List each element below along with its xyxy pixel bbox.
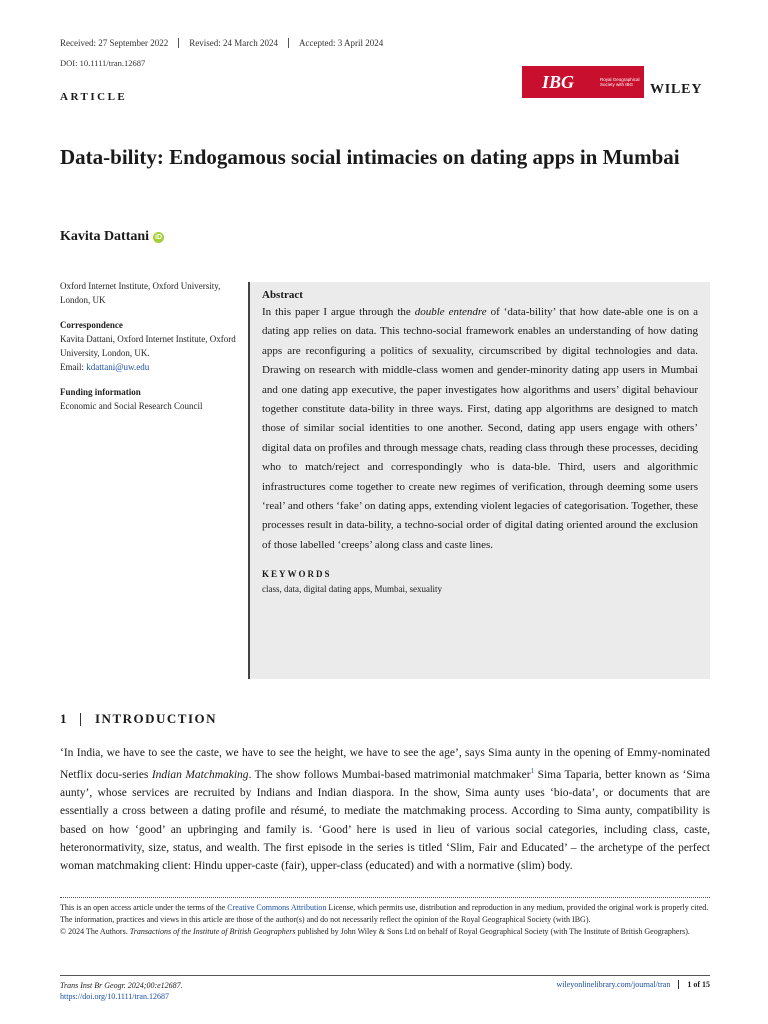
keywords-list: class, data, digital dating apps, Mumbai, sexuality [262,584,442,595]
journal-site-link[interactable]: wileyonlinelibrary.com/journal/tran [556,980,679,989]
correspondence-address: Kavita Dattani, Oxford Internet Institute, Oxford University, London, UK. [60,334,236,358]
footnote-divider [60,897,710,898]
show-title: Indian Matchmaking [151,769,249,782]
footer-divider [60,975,710,976]
email-line [60,360,240,374]
abstract-heading: Abstract [262,289,303,301]
accepted-date: Accepted: 3 April 2024 [288,38,393,48]
paper-title: Data-bility: Endogamous social intimacies on dating apps in Mumbai [60,145,680,169]
email-link[interactable]: kdattani@uw.edu [86,362,150,372]
license-note: This is an open access article under the terms of the Creative Commons Attribution License, which permits use, distribution and reproduction in any medium, provided the original work is properly cited. [60,903,709,912]
footnotes [60,902,710,938]
intro-paragraph: ‘In India, we have to see the caste, we have to see the height, we have to see the age’, says Sima aunty in the opening of Emmy-nominated Netflix docu-series Indian Matchmaking. The show follows Mumbai-based matrimonial matchmaker$^1$ Sima Taparia, better known as ‘Sima aunty’, whose services are recruited by Indians and Indian diaspora. In the show, Sima aunty uses ‘bio-data’, or documents that are essentially a cross between a dating profile and résumé, to mediate the matchmaking process. According to Sima aunty, compatibility is based on how ‘good’ an upbringing and family is. ‘Good’ here is used in lieu of various social categories, including class, caste, heteronormativity, size, status, and wealth. The first episode in the series is titled ‘Slim, Fair and Educated’ – the archetype of the perfect woman matchmaking client: Hindu upper-caste (fair), upper-class (educated) and with a normative (slim) body. [60,747,710,873]
abstract-box [248,282,710,679]
section-title: INTRODUCTION [95,711,218,726]
affiliation: Oxford Internet Institute, Oxford University, London, UK [60,281,221,305]
article-sidebar [60,279,240,424]
wiley-logo: WILEY [650,82,703,97]
funding-body: Economic and Social Research Council [60,401,203,411]
author-name[interactable]: Kavita Dattani [60,229,150,244]
journal-citation: Trans Inst Br Geogr. 2024;00:e12687. [60,981,183,990]
license-link[interactable]: Creative Commons Attribution [227,903,327,912]
section-number: 1 [60,711,68,726]
keywords-heading: KEYWORDS [262,569,332,580]
revised-date: Revised: 24 March 2024 [178,38,288,48]
orcid-icon[interactable]: iD [155,233,163,241]
doi-link[interactable]: https://doi.org/10.1111/tran.12687 [60,992,169,1001]
publication-dates [60,38,393,48]
copyright-note: © 2024 The Authors. Transactions of the Institute of British Geographers published by John Wiley & Sons Ltd on behalf of Royal Geographical Society (with The Institute of British Geographers). [60,927,690,936]
funding [60,385,240,413]
doi: DOI: 10.1111/tran.12687 [60,58,146,68]
ibg-logo-text: IBG [542,71,575,92]
rgs-ibg-logo [522,66,644,98]
abstract-italic: double entendre [414,306,487,318]
correspondence-heading: Correspondence [60,320,123,330]
article-type-label: ARTICLE [60,91,128,103]
section-divider [80,713,81,726]
section-heading [60,711,217,727]
email-label: Email: [60,362,87,372]
correspondence [60,318,240,374]
views-note: The information, practices and views in this article are those of the author(s) and do not necessarily reflect the opinion of the Royal Geographical Society (with IBG). [60,915,591,924]
footer-right [556,980,710,989]
rgs-logo-caption: Royal Geographical Society with IBG [600,76,640,87]
footnote-ref[interactable]: 1 [530,767,535,776]
funding-heading: Funding information [60,387,141,397]
received-date: Received: 27 September 2022 [60,38,169,48]
author-line [60,229,164,245]
page-number: 1 of 15 [687,980,710,989]
abstract-text: In this paper I argue through the double entendre of ‘data-bility’ that how date-able one is on a dating app relies on data. This techno-social framework enables an understanding of how dating apps are reconfiguring a politics of sexuality, circumscribed by digital technologies and data. Drawing on research with middle-class women and gender-minority dating app users in Mumbai and one dating app executive, the paper investigates how algorithms and users’ digital behaviour together constitute data-bility in three ways. First, dating app algorithms are designed to match those of similar social identities to one another. Second, dating app users engage with others’ digital data on profiles and through message chats, reading class through these processes, deciding who to match/reject and correspondingly who is data-ble. Third, users and algorithmic infrastructures come together to create new regimes of verification, through deeming some users ‘real’ and others ‘fake’ on dating apps, extending violent legacies of categorisation. Together, these processes result in data-bility, a techno-social order of digital dating oriented around the exclusion of those labelled ‘creeps’ along class and caste lines. [262,306,698,551]
